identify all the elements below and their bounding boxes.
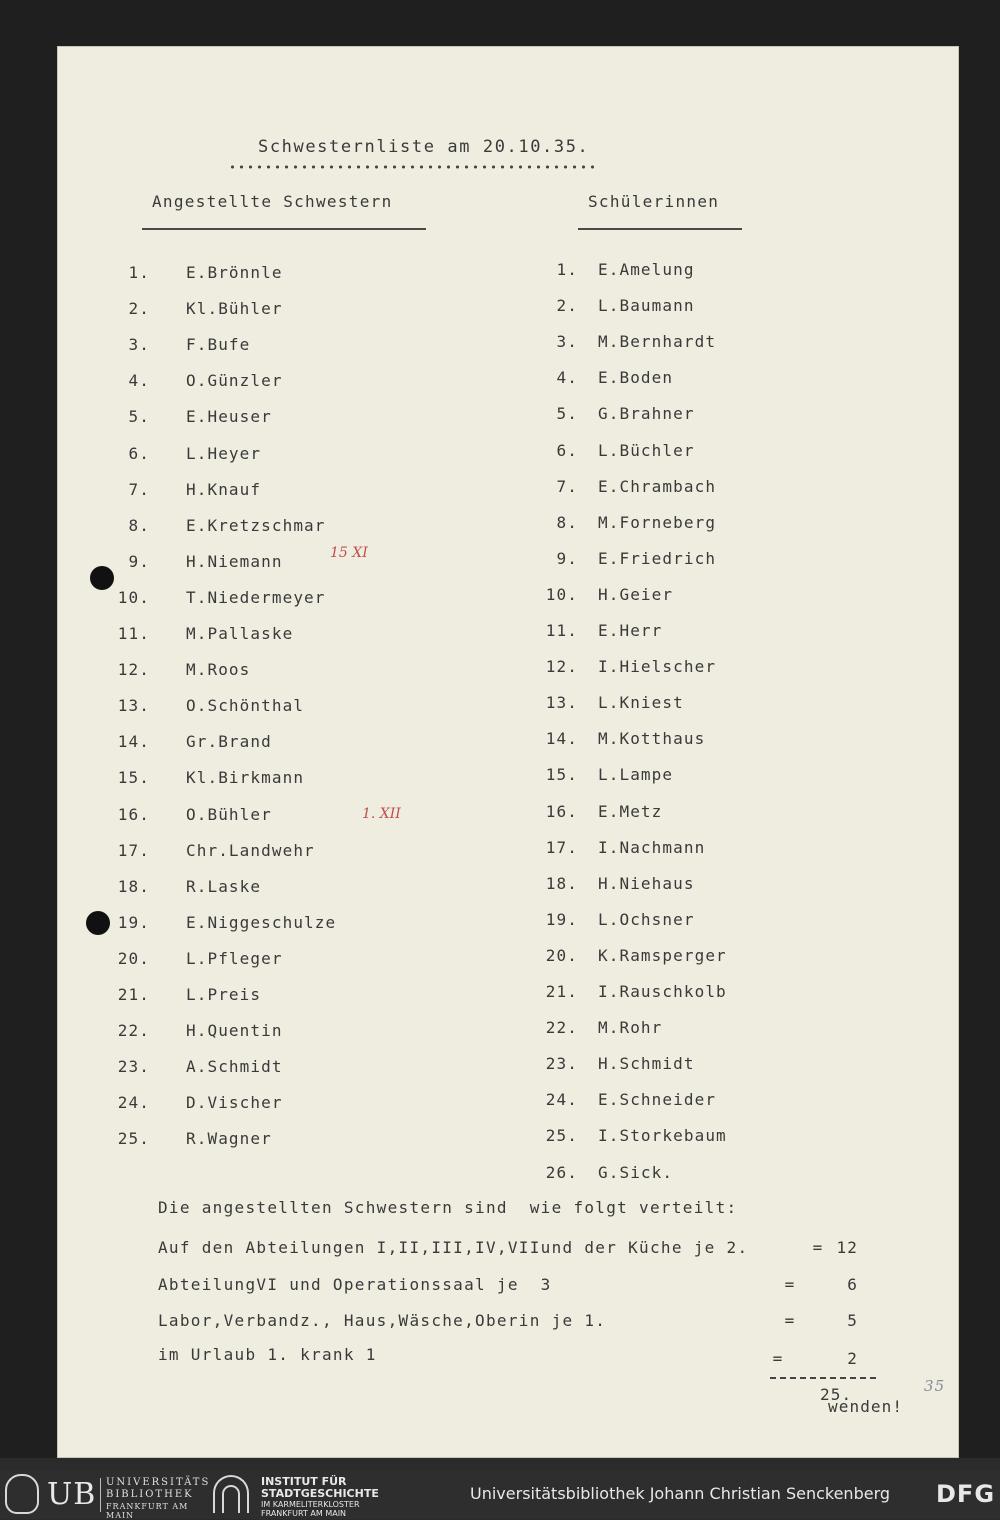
- pencil-mark: 35: [924, 1377, 946, 1395]
- list-item-name: E.Metz: [598, 801, 663, 821]
- list-item-number: 3.: [128, 335, 150, 355]
- list-item-name: E.Kretzschmar: [186, 515, 326, 535]
- arch-inner-icon: [222, 1485, 240, 1513]
- summary-row-equals: =: [772, 1349, 784, 1368]
- list-item-number: 16.: [545, 801, 578, 821]
- list-item-name: K.Ramsperger: [598, 945, 727, 965]
- crest-icon: [5, 1474, 39, 1514]
- list-item-number: 18.: [545, 873, 578, 893]
- document-title: Schwesternliste am 20.10.35.: [258, 137, 590, 157]
- summary-row-text: Auf den Abteilungen I,II,III,IV,VIIund der Küche je 2.: [158, 1238, 749, 1257]
- summary-row-text: AbteilungVI und Operationssaal je 3: [158, 1275, 552, 1294]
- logo-divider: [100, 1478, 101, 1512]
- list-item-number: 11.: [545, 621, 578, 640]
- list-item-number: 26.: [545, 1162, 578, 1182]
- ub-frankfurt-logo[interactable]: [5, 1474, 211, 1520]
- ub-line: BIBLIOTHEK: [106, 1489, 194, 1500]
- list-item-name: O.Günzler: [186, 371, 283, 391]
- list-item-name: M.Kotthaus: [598, 729, 706, 749]
- footer-library-title[interactable]: Universitätsbibliothek Johann Christian Senckenberg: [470, 1484, 891, 1503]
- summary-row-value: 5: [847, 1311, 858, 1330]
- list-item-name: A.Schmidt: [186, 1057, 283, 1077]
- list-item-name: I.Rauschkolb: [598, 982, 727, 1001]
- list-item-name: O.Schönthal: [186, 696, 305, 716]
- ub-line: FRANKFURT AM MAIN: [106, 1502, 189, 1520]
- list-item-name: L.Kniest: [598, 693, 684, 713]
- list-item-number: 3.: [556, 332, 578, 352]
- summary-row-text: Labor,Verbandz., Haus,Wäsche,Oberin je 1.: [158, 1311, 607, 1330]
- list-item-name: E.Brönnle: [186, 263, 283, 282]
- list-item-name: H.Niehaus: [598, 873, 695, 893]
- list-item-name: I.Hielscher: [598, 657, 717, 677]
- summary-row-equals: =: [812, 1238, 824, 1257]
- list-item-number: 20.: [117, 948, 150, 968]
- summary-row-equals: =: [784, 1275, 796, 1294]
- list-item-number: 10.: [117, 587, 150, 607]
- list-item-number: 6.: [128, 443, 150, 463]
- list-item-name: Kl.Birkmann: [186, 768, 305, 788]
- summary-total: 25.: [820, 1385, 853, 1404]
- list-item-name: L.Lampe: [598, 765, 674, 785]
- summary-row-value: 12: [836, 1238, 858, 1257]
- list-item-name: L.Ochsner: [598, 909, 695, 929]
- list-item-name: L.Büchler: [598, 440, 695, 460]
- list-item-number: 1.: [556, 260, 578, 279]
- list-item-name: I.Nachmann: [598, 837, 706, 857]
- title-dotted-underline: [228, 165, 600, 169]
- summary-row-value: 2: [847, 1349, 858, 1368]
- ub-line: UNIVERSITÄTS: [106, 1477, 211, 1488]
- list-item-name: M.Rohr: [598, 1018, 663, 1038]
- list-item-number: 25.: [117, 1129, 150, 1149]
- list-item-number: 9.: [556, 548, 578, 568]
- list-item-number: 4.: [556, 368, 578, 388]
- list-item-number: 9.: [128, 551, 150, 571]
- dfg-logo[interactable]: DFG: [936, 1480, 996, 1508]
- list-item-number: 12.: [117, 660, 150, 680]
- list-item-number: 6.: [556, 440, 578, 460]
- list-item-name: E.Niggeschulze: [186, 912, 337, 932]
- ifs-line: STADTGESCHICHTE: [261, 1487, 379, 1500]
- list-item-number: 17.: [545, 837, 578, 857]
- list-item-number: 14.: [117, 732, 150, 752]
- list-item-name: H.Geier: [598, 584, 674, 604]
- list-item-name: Gr.Brand: [186, 732, 272, 752]
- list-item-number: 13.: [545, 693, 578, 713]
- list-item-name: D.Vischer: [186, 1093, 283, 1113]
- red-note: 15 XI: [330, 545, 368, 561]
- list-item-number: 7.: [556, 476, 578, 496]
- list-item-number: 13.: [117, 696, 150, 716]
- list-item-number: 17.: [117, 840, 150, 860]
- list-item-name: E.Heuser: [186, 407, 272, 427]
- ifs-line: FRANKFURT AM MAIN: [261, 1509, 347, 1518]
- list-item-name: I.Storkebaum: [598, 1126, 727, 1146]
- list-item-name: H.Knauf: [186, 479, 262, 499]
- list-item-name: L.Pfleger: [186, 948, 283, 968]
- list-item-name: L.Baumann: [598, 296, 695, 316]
- list-item-number: 23.: [545, 1054, 578, 1074]
- left-column-heading: Angestellte Schwestern: [152, 192, 393, 211]
- list-item-number: 19.: [117, 912, 150, 932]
- summary-row-value: 6: [847, 1275, 858, 1294]
- ifs-line: INSTITUT FÜR: [261, 1475, 347, 1488]
- list-item-name: E.Amelung: [598, 260, 695, 279]
- list-item-name: G.Brahner: [598, 404, 695, 424]
- turn-page-note: wenden!: [828, 1397, 904, 1416]
- list-item-name: E.Chrambach: [598, 476, 717, 496]
- list-item-name: M.Forneberg: [598, 512, 717, 532]
- list-item-name: R.Wagner: [186, 1129, 272, 1149]
- list-item-number: 20.: [545, 945, 578, 965]
- list-item-name: M.Bernhardt: [598, 332, 717, 352]
- list-item-number: 15.: [117, 768, 150, 788]
- list-item-name: T.Niedermeyer: [186, 587, 326, 607]
- ub-letters: UB: [47, 1477, 97, 1512]
- list-item-number: 2.: [128, 299, 150, 319]
- list-item-number: 24.: [117, 1093, 150, 1113]
- list-item-number: 24.: [545, 1090, 578, 1110]
- list-item-name: F.Bufe: [186, 335, 251, 355]
- list-item-name: E.Boden: [598, 368, 674, 388]
- list-item-number: 23.: [117, 1057, 150, 1077]
- summary-row-equals: =: [784, 1311, 796, 1330]
- list-item-number: 7.: [128, 479, 150, 499]
- list-item-name: H.Schmidt: [598, 1054, 695, 1074]
- footer-bar: [0, 1470, 1000, 1519]
- list-item-number: 8.: [128, 515, 150, 535]
- list-item-number: 25.: [545, 1126, 578, 1146]
- list-item-number: 4.: [128, 371, 150, 391]
- document-page: [58, 47, 958, 1457]
- list-item-number: 16.: [117, 804, 150, 824]
- list-item-number: 22.: [117, 1021, 150, 1041]
- list-item-number: 1.: [128, 263, 150, 282]
- list-item-name: O.Bühler: [186, 804, 272, 824]
- list-item-number: 15.: [545, 765, 578, 785]
- sum-divider-dashes: [770, 1377, 880, 1379]
- list-item-number: 14.: [545, 729, 578, 749]
- list-item-number: 10.: [545, 584, 578, 604]
- list-item-name: E.Friedrich: [598, 548, 717, 568]
- list-item-name: H.Niemann: [186, 551, 283, 571]
- list-item-name: L.Heyer: [186, 443, 262, 463]
- list-item-name: R.Laske: [186, 876, 262, 896]
- list-item-number: 12.: [545, 657, 578, 677]
- list-item-name: H.Quentin: [186, 1021, 283, 1041]
- list-item-number: 21.: [545, 982, 578, 1001]
- red-note: 1. XII: [362, 806, 401, 822]
- left-heading-underline: [142, 228, 426, 230]
- list-item-name: M.Pallaske: [186, 624, 294, 643]
- list-item-number: 5.: [556, 404, 578, 424]
- list-item-name: G.Sick.: [598, 1162, 674, 1182]
- right-heading-underline: [578, 228, 742, 230]
- list-item-name: L.Preis: [186, 985, 262, 1004]
- list-item-number: 11.: [117, 624, 150, 643]
- summary-intro: Die angestellten Schwestern sind wie folgt verteilt:: [158, 1198, 738, 1217]
- list-item-name: E.Schneider: [598, 1090, 717, 1110]
- list-item-name: Chr.Landwehr: [186, 840, 315, 860]
- list-item-number: 5.: [128, 407, 150, 427]
- right-column-heading: Schülerinnen: [588, 192, 720, 211]
- list-item-name: Kl.Bühler: [186, 299, 283, 319]
- list-item-name: E.Herr: [598, 621, 663, 640]
- list-item-number: 21.: [117, 985, 150, 1004]
- institut-stadtgeschichte-logo[interactable]: [213, 1475, 413, 1517]
- list-item-number: 18.: [117, 876, 150, 896]
- list-item-name: M.Roos: [186, 660, 251, 680]
- list-item-number: 22.: [545, 1018, 578, 1038]
- ifs-line: IM KARMELITERKLOSTER: [261, 1500, 360, 1509]
- summary-row-text: im Urlaub 1. krank 1: [158, 1345, 377, 1364]
- list-item-number: 2.: [556, 296, 578, 316]
- list-item-number: 8.: [556, 512, 578, 532]
- list-item-number: 19.: [545, 909, 578, 929]
